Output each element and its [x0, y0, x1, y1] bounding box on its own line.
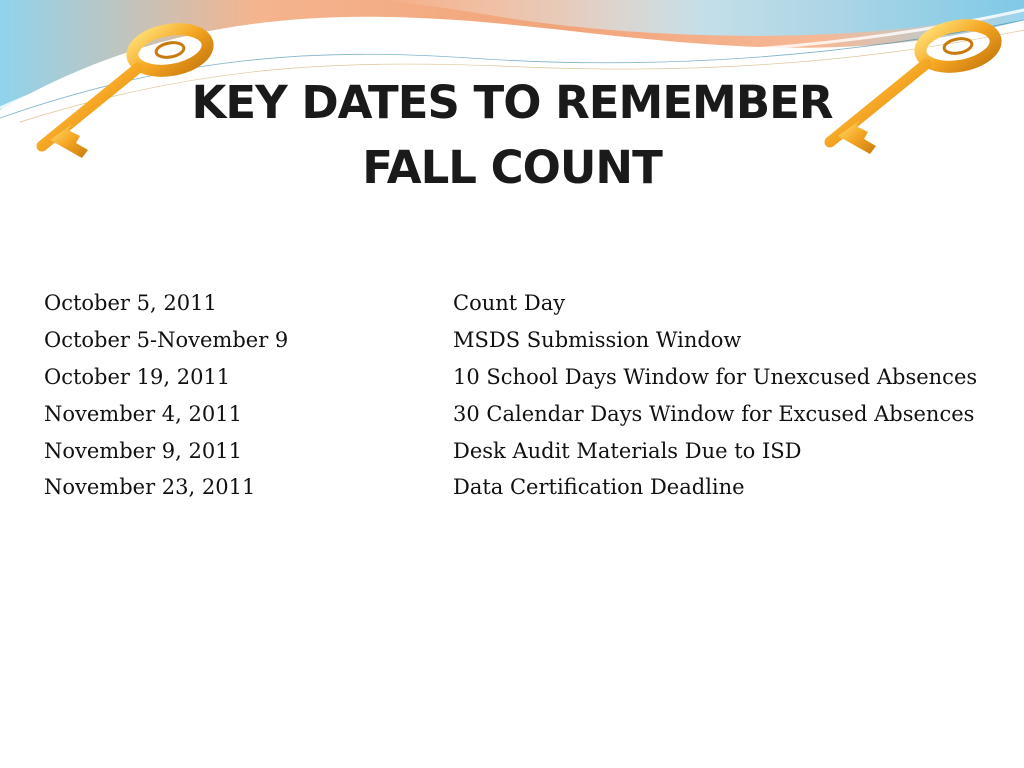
date-label: November 23, 2011 — [44, 475, 256, 500]
event-label: Data Certification Deadline — [453, 475, 745, 500]
title-line-2: FALL COUNT — [362, 141, 662, 194]
event-label: 30 Calendar Days Window for Excused Absences — [453, 401, 975, 426]
date-label: October 5-November 9 — [44, 328, 289, 353]
date-label: November 4, 2011 — [44, 401, 242, 426]
list-item — [44, 359, 1004, 396]
event-label: MSDS Submission Window — [453, 328, 742, 353]
key-dates-list — [44, 285, 1004, 506]
list-item — [44, 432, 1004, 469]
date-label: October 19, 2011 — [44, 364, 231, 389]
list-item — [44, 469, 1004, 506]
event-label: Count Day — [453, 291, 566, 316]
list-item — [44, 322, 1004, 359]
list-item — [44, 395, 1004, 432]
title-line-1: KEY DATES TO REMEMBER — [191, 76, 833, 129]
event-label: Desk Audit Materials Due to ISD — [453, 438, 802, 463]
date-label: November 9, 2011 — [44, 438, 242, 463]
date-label: October 5, 2011 — [44, 291, 217, 316]
list-item — [44, 285, 1004, 322]
slide-title — [0, 70, 1024, 200]
event-label: 10 School Days Window for Unexcused Absences — [453, 364, 978, 389]
